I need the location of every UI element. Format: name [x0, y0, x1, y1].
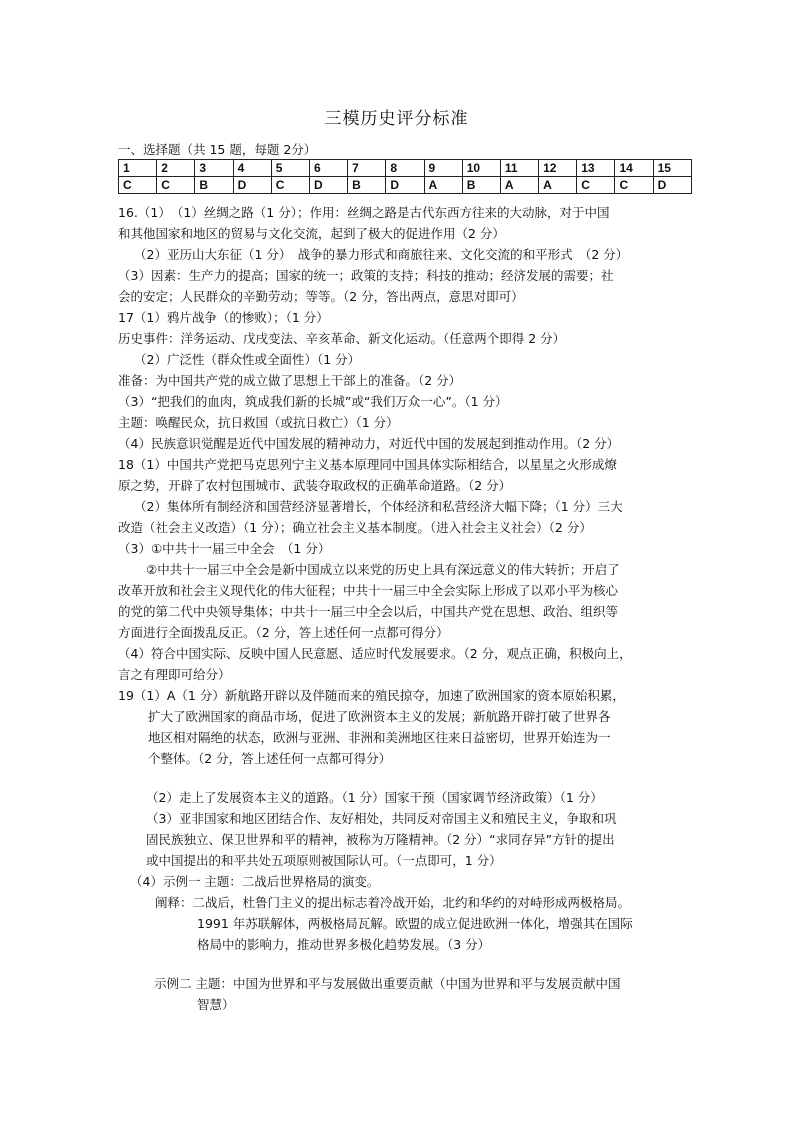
answer-cell: C — [577, 177, 615, 194]
text-line: 历史事件：洋务运动、戊戌变法、辛亥革命、新文化运动。（任意两个即得 2 分） — [118, 331, 566, 346]
question-number-cell: 15 — [653, 160, 691, 177]
question-number-cell: 10 — [462, 160, 500, 177]
text-line: 个整体。（2 分，答上述任何一点都可得分） — [148, 751, 392, 766]
question-number-cell: 8 — [386, 160, 424, 177]
text-line: （4）符合中国实际、反映中国人民意愿、适应时代发展要求。（2 分，观点正确，积极向上， — [118, 646, 632, 661]
text-line: 示例二 主题：中国为世界和平与发展做出重要贡献（中国为世界和平与发展贡献中国 — [154, 976, 621, 991]
text-line: 会的安定；人民群众的辛勤劳动；等等。（2 分，答出两点，意思对即可） — [118, 289, 524, 304]
question-number-cell: 13 — [577, 160, 615, 177]
answer-cell: A — [500, 177, 538, 194]
answer-cell: A — [539, 177, 577, 194]
text-line: 主题：唤醒民众，抗日救国（或抗日救亡）（1 分） — [118, 415, 399, 430]
answer-cell: D — [309, 177, 347, 194]
text-line: 扩大了欧洲国家的商品市场，促进了欧洲资本主义的发展；新航路开辟打破了世界各 — [148, 709, 611, 724]
text-line: 言之有理即可给分） — [118, 667, 231, 682]
question-number-cell: 4 — [233, 160, 271, 177]
text-line: （3）因素：生产力的提高；国家的统一；政策的支持；科技的推动；经济发展的需要；社 — [118, 268, 614, 283]
text-line: 改造（社会主义改造）（1 分）；确立社会主义基本制度。（进入社会主义社会）（2 分） — [118, 520, 592, 535]
text-line: （2）亚历山大东征（1 分） 战争的暴力形式和商旅往来、文化交流的和平形式 （2 分） — [134, 247, 629, 262]
text-line: 智慧） — [197, 997, 235, 1012]
answer-cell: A — [424, 177, 462, 194]
text-line: 的党的第二代中央领导集体；中共十一届三中全会以后，中国共产党在思想、政治、组织等 — [118, 604, 619, 619]
question-number-cell: 3 — [195, 160, 233, 177]
question-number-cell: 11 — [500, 160, 538, 177]
question-number-row — [119, 160, 692, 177]
page-title: 三模历史评分标准 — [324, 109, 469, 129]
text-line: 和其他国家和地区的贸易与文化交流，起到了极大的促进作用（2 分） — [118, 226, 505, 241]
answer-cell: D — [233, 177, 271, 194]
question-number-cell: 7 — [348, 160, 386, 177]
text-line: （3）亚非国家和地区团结合作、友好相处，共同反对帝国主义和殖民主义，争取和巩 — [146, 811, 617, 826]
question-number-cell: 2 — [157, 160, 195, 177]
question-number-cell: 14 — [615, 160, 653, 177]
answer-cell: D — [386, 177, 424, 194]
text-line: 改革开放和社会主义现代化的伟大征程；中共十一届三中全会实际上形成了以邓小平为核心 — [118, 583, 619, 598]
text-line: （4）示例一 主题：二战后世界格局的演变。 — [130, 874, 380, 889]
text-line: （2）集体所有制经济和国营经济显著增长，个体经济和私营经济大幅下降；（1 分）三大 — [134, 499, 623, 514]
section-heading-choice: 一、选择题（共 15 题，每题 2分） — [118, 142, 317, 157]
answer-cell: C — [615, 177, 653, 194]
text-line: 格局中的影响力，推动世界多极化趋势发展。（3 分） — [197, 937, 491, 952]
answer-cell: D — [653, 177, 691, 194]
text-line: 地区相对隔绝的状态，欧洲与亚洲、非洲和美洲地区往来日益密切，世界开始连为一 — [148, 730, 611, 745]
text-line: 或中国提出的和平共处五项原则被国际认可。（一点即可，1 分） — [146, 853, 502, 868]
answer-cell: C — [271, 177, 309, 194]
text-line: 18（1）中国共产党把马克思列宁主义基本原理同中国具体实际相结合，以星星之火形成燎 — [118, 457, 617, 472]
answer-cell: C — [119, 177, 157, 194]
question-number-cell: 5 — [271, 160, 309, 177]
answer-row — [119, 177, 692, 194]
answer-cell: B — [195, 177, 233, 194]
text-line: 17（1）鸦片战争（的惨败）；（1 分） — [118, 310, 329, 325]
text-line: 阐释：二战后，杜鲁门主义的提出标志着冷战开始，北约和华约的对峙形成两极格局。 — [155, 895, 631, 910]
question-number-cell: 12 — [539, 160, 577, 177]
text-line: （2）广泛性（群众性或全面性）（1 分） — [134, 352, 361, 367]
text-line: （2）走上了发展资本主义的道路。（1 分）国家干预（国家调节经济政策）（1 分） — [146, 790, 603, 805]
text-line: 1991 年苏联解体，两极格局瓦解。欧盟的成立促进欧洲一体化，增强其在国际 — [197, 916, 633, 931]
question-number-cell: 1 — [119, 160, 157, 177]
answer-table — [118, 159, 692, 194]
answer-cell: B — [462, 177, 500, 194]
text-line: 16.（1） （1）丝绸之路（1 分）；作用：丝绸之路是古代东西方往来的大动脉，对于中国 — [118, 205, 610, 220]
text-line: （3）①中共十一届三中全会 （1 分） — [118, 541, 331, 556]
answer-cell: C — [157, 177, 195, 194]
text-line: ②中共十一届三中全会是新中国成立以来党的历史上具有深远意义的伟大转折；开启了 — [146, 562, 620, 577]
answer-cell: B — [348, 177, 386, 194]
text-line: 固民族独立、保卫世界和平的精神，被称为万隆精神。（2 分）“求同存异”方针的提出 — [146, 832, 615, 847]
text-line: （4）民族意识觉醒是近代中国发展的精神动力，对近代中国的发展起到推动作用。（2 分） — [118, 436, 620, 451]
question-number-cell: 6 — [309, 160, 347, 177]
text-line: 19（1）A（1 分）新航路开辟以及伴随而来的殖民掠夺，加速了欧洲国家的资本原始积累， — [118, 688, 625, 703]
text-line: （3）“把我们的血肉，筑成我们新的长城”或“我们万众一心”。（1 分） — [118, 394, 508, 409]
question-number-cell: 9 — [424, 160, 462, 177]
text-line: 方面进行全面拨乱反正。（2 分，答上述任何一点都可得分） — [118, 625, 449, 640]
text-line: 原之势，开辟了农村包围城市、武装夺取政权的正确革命道路。（2 分） — [118, 478, 512, 493]
text-line: 准备：为中国共产党的成立做了思想上干部上的准备。（2 分） — [118, 373, 462, 388]
